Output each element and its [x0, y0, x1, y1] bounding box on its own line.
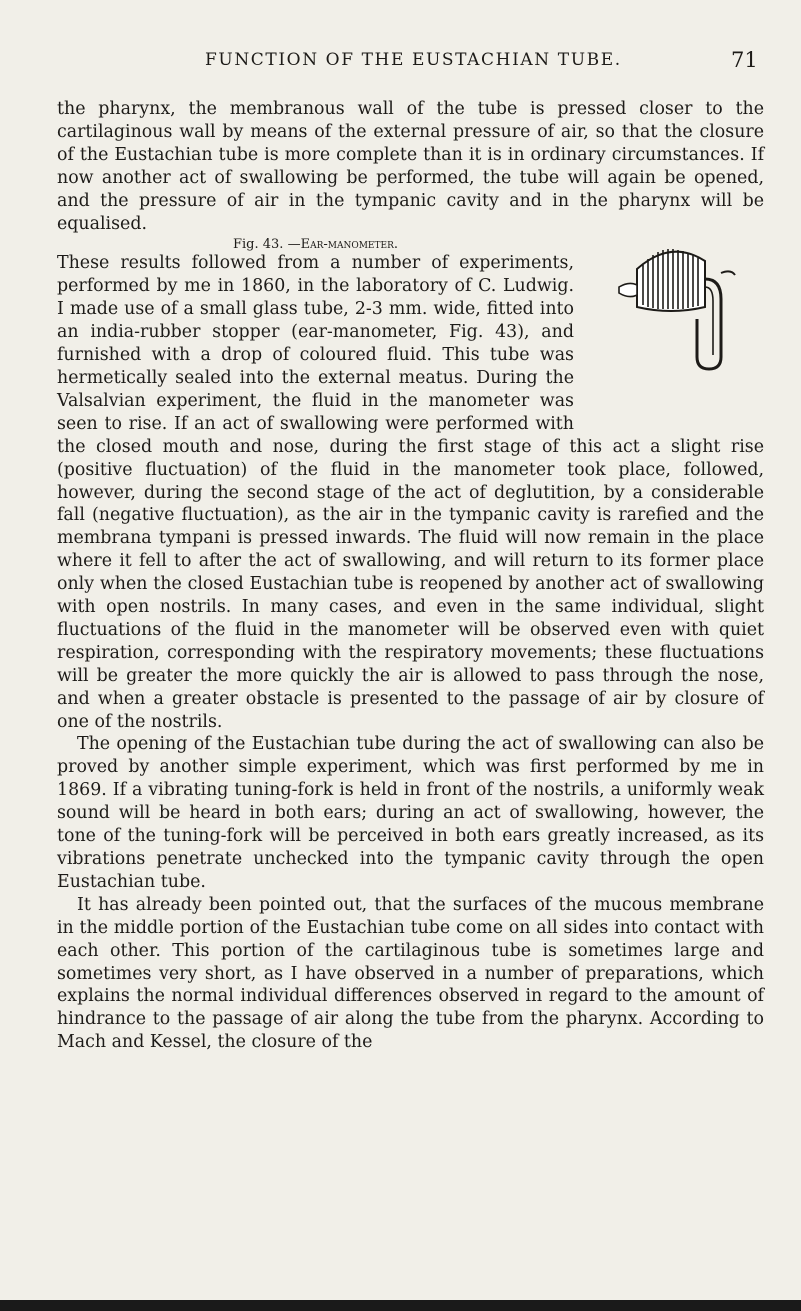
bottom-edge-bar — [0, 1300, 801, 1311]
running-title: FUNCTION OF THE EUSTACHIAN TUBE. — [205, 50, 622, 70]
paragraph-1: the pharynx, the membranous wall of the tube is pressed closer to the cartilaginous wall by means of the external pressure of air, so that the closure of the Eustachian tube is more complete than it is in ordinary circumstances. If now another act of swallowing be performed, the tube will again be opened, and the pressure of air in the tympanic cavity and in the pharynx will be equalised. — [57, 99, 764, 234]
body-text — [57, 98, 764, 1054]
page-number: 71 — [731, 48, 758, 72]
paragraph-2-text: These results followed from a number of experiments, performed by me in 1860, in the laboratory of C. Ludwig. I made use of a small glass tube, 2-3 mm. wide, fitted into an india-rubber stopper (ear-manometer, Fig. 43), and furnished with a drop of coloured fluid. This tube was hermetically sealed into the external meatus. During the Valsalvian experiment, the fluid in the manometer was seen to rise. If an act of swallowing were performed with the closed mouth and nose, during the first stage of this act a slight rise (positive fluctuation) of the fluid in the manometer took place, followed, however, during the second stage of the act of deglutition, by a considerable fall (negative fluctuation), as the air in the tympanic cavity is rarefied and the membrana tympani is pressed inwards. The fluid will now remain in the place where it fell to after the act of swallowing, and will return to its former place only when the closed Eustachian tube is reopened by another act of swallowing with open nostrils. In many cases, and even in the same individual, slight fluctuations of the fluid in the manometer will be observed even with quiet respiration, corresponding with the respiratory movements; these fluctuations will be greater the more quickly the air is allowed to pass through the nose, and when a greater obstacle is presented to the passage of air by closure of one of the nostrils. — [57, 253, 764, 732]
figure-label: Fig. 43. — [233, 237, 284, 253]
running-head — [0, 48, 801, 78]
paragraph-4: It has already been pointed out, that the surfaces of the mucous membrane in the middle portion of the Eustachian tube come on all sides into contact with each other. This portion of the cartilaginous tube is sometimes large and sometimes very short, as I have observed in a number of preparations, which explains the normal individual differences observed in regard to the amount of hindrance to the passage of air along the tube from the pharynx. According to Mach and Kessel, the closure of the — [57, 894, 764, 1053]
ear-manometer-illustration — [609, 239, 739, 379]
figure-caption-text: —Ear-manometer. — [287, 237, 398, 253]
figure-ear-manometer — [584, 239, 764, 425]
paragraph-3: The opening of the Eustachian tube during the act of swallowing can also be proved by another simple experiment, which was first performed by me in 1869. If a vibrating tuning-fork is held in front of the nostrils, a uniformly weak sound will be heard in both ears; during an act of swallowing, however, the tone of the tuning-fork will be perceived in both ears greatly increased, as its vibrations penetrate unchecked into the tympanic cavity through the open Eustachian tube. — [57, 734, 764, 892]
